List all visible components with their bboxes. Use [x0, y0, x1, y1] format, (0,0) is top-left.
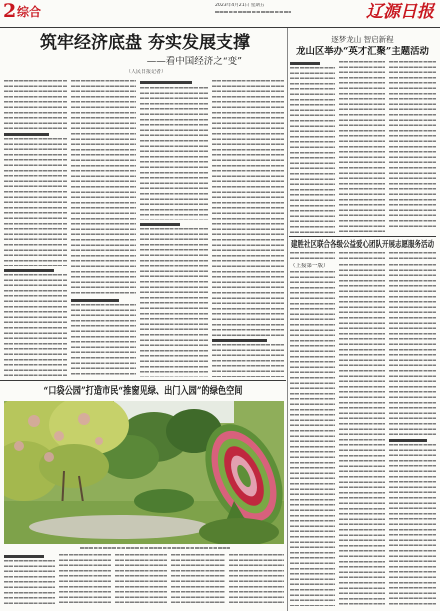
article-body-column	[4, 138, 67, 266]
talent-kicker: 逐梦龙山 智启新程	[331, 35, 394, 44]
continuation-label: （上接第一版）	[290, 263, 329, 269]
article-body-column	[389, 444, 436, 606]
section-title: 综合	[17, 5, 42, 19]
talent-headline: 龙山区举办“英才汇聚”主题活动	[296, 46, 429, 57]
issue-date: 2023年4月21日 星期五	[215, 3, 265, 8]
main-subtitle: ——看中国经济之“变”	[146, 56, 242, 67]
article-body-column	[290, 252, 335, 261]
article-byline	[290, 62, 320, 65]
article-subhead	[71, 299, 119, 302]
main-headline: 筑牢经济底盘 夯实发展支撑	[40, 33, 250, 53]
column-divider	[287, 28, 288, 611]
article-body-column	[140, 87, 208, 220]
article-body-column	[339, 61, 385, 233]
news-photo	[4, 401, 284, 544]
article-body-column	[115, 554, 167, 606]
article-body-column	[4, 560, 55, 606]
article-body-column	[229, 554, 284, 606]
article-subhead	[4, 133, 49, 136]
article-body-column	[212, 344, 284, 377]
article-body-column	[339, 264, 385, 606]
article-body-column	[290, 67, 335, 233]
article-body-column	[389, 264, 436, 436]
article-body-column	[4, 80, 67, 130]
page-number: 2	[3, 0, 17, 22]
article-body-column	[4, 274, 67, 377]
article-body-column	[71, 304, 136, 377]
section-divider	[0, 380, 286, 381]
park-headline: “口袋公园”打造市民“推窗见绿、出门入园”的绿色空间	[43, 384, 243, 397]
article-body-column	[59, 554, 111, 606]
article-body-column	[389, 61, 436, 230]
article-body-column	[71, 80, 136, 296]
masthead-logo: 辽源日报	[366, 2, 434, 22]
article-byline	[4, 555, 44, 558]
article-body-column	[140, 228, 208, 377]
volunteer-headline: 建胜社区联合各级公益爱心团队开展志愿服务活动	[291, 239, 434, 250]
footpath	[29, 515, 209, 539]
shrub	[134, 489, 194, 513]
article-subhead	[140, 223, 180, 226]
header-rule	[0, 27, 440, 28]
article-subhead	[4, 269, 54, 272]
article-body-column	[339, 252, 385, 261]
article-subhead	[140, 81, 192, 84]
article-body-column	[212, 80, 284, 336]
main-byline: （人民日报记者）	[126, 69, 167, 75]
article-body-column	[389, 252, 436, 261]
article-body-column	[290, 271, 335, 606]
article-subhead	[389, 439, 427, 442]
section-divider	[289, 236, 436, 237]
article-subhead	[212, 339, 267, 342]
article-body-column	[171, 554, 225, 606]
photo-caption	[80, 547, 230, 549]
editor-line	[215, 11, 291, 13]
